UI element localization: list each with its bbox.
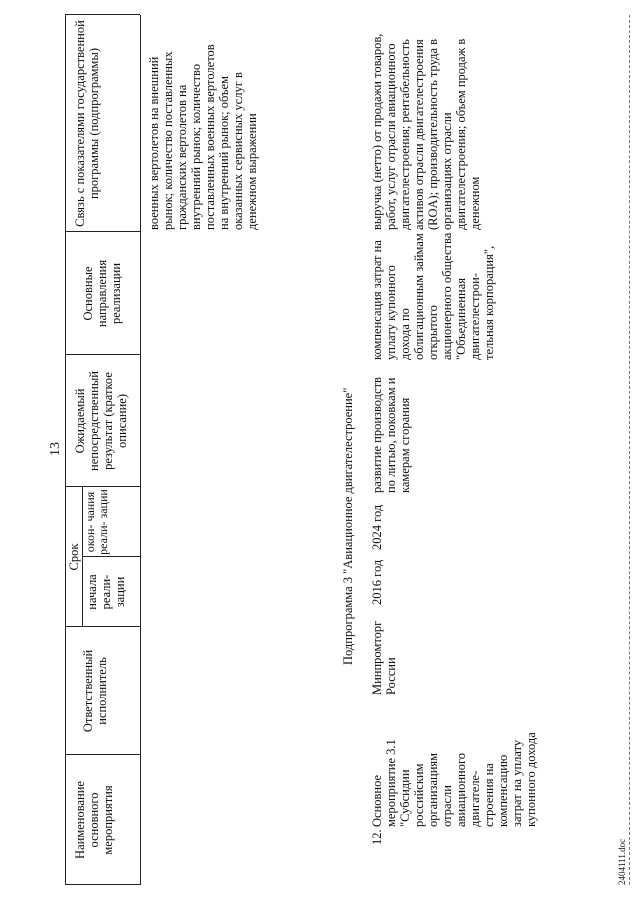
bottom-rule: [629, 15, 630, 885]
header-directions: Основные направления реализации: [81, 259, 123, 328]
col-border-1: [65, 754, 140, 755]
header-term: Срок: [67, 543, 81, 571]
footer-code: 2404111.doc: [617, 838, 627, 885]
col-border-3: [82, 556, 140, 557]
header-link: Связь с показателями государственной программы (подпрограммы): [73, 20, 101, 227]
row-name: Основное мероприятие 3.1 "Субсидии российским организациям отрасли авиационного двигателе- строения на компенсацию затрат на уплату купонного дохода: [370, 732, 538, 827]
col-border-7: [65, 14, 140, 15]
header-executor: Ответственный исполнитель: [81, 649, 109, 733]
row-link: выручка (нетто) от продажи товаров, работ, услуг отрасли авиационного двигателестроения; рентабельность активов отрасли двигателестроения (ROA); производительность труда в организациях отрасли двигателестроения; объем продаж в денежном: [370, 33, 482, 230]
col-border-5: [65, 354, 140, 355]
row-number: 12.: [370, 829, 384, 845]
row-executor: Минпромторг России: [370, 620, 398, 695]
page-number: 13: [48, 442, 63, 456]
table-header-grid: [65, 0, 640, 905]
col-border-0: [65, 884, 140, 885]
col-border-6: [65, 231, 140, 232]
row-directions: компенсация затрат на уплату купонного дохода по облигационным займам открытого акционерного общества "Объединенная двигателестрои- тельная корпорация",: [370, 232, 496, 360]
header-end: окон- чания реали- зации: [83, 489, 110, 555]
header-start: начала реали- зации: [85, 574, 127, 610]
subprogram-title: Подпрограмма 3 "Авиационное двигателестроение": [341, 387, 355, 665]
table-header-bottom-border: [140, 15, 141, 885]
header-name: Наименование основного мероприятия: [73, 781, 115, 859]
row-result: развитие производств по литью, поковкам и камерам сгорания: [370, 377, 412, 493]
header-result: Ожидаемый непосредственный результат (краткое описание): [73, 371, 129, 471]
row-start: 2016 год: [370, 559, 384, 605]
row-end: 2024 год: [370, 504, 384, 550]
continued-link-text: военных вертолетов на внешний рынок; количество поставленных гражданских вертолетов на внутренний рынок; количество поставленных военных вертолетов на внутренний рынок; объем оказанных сервисных услуг в денежном выражении: [147, 44, 259, 230]
